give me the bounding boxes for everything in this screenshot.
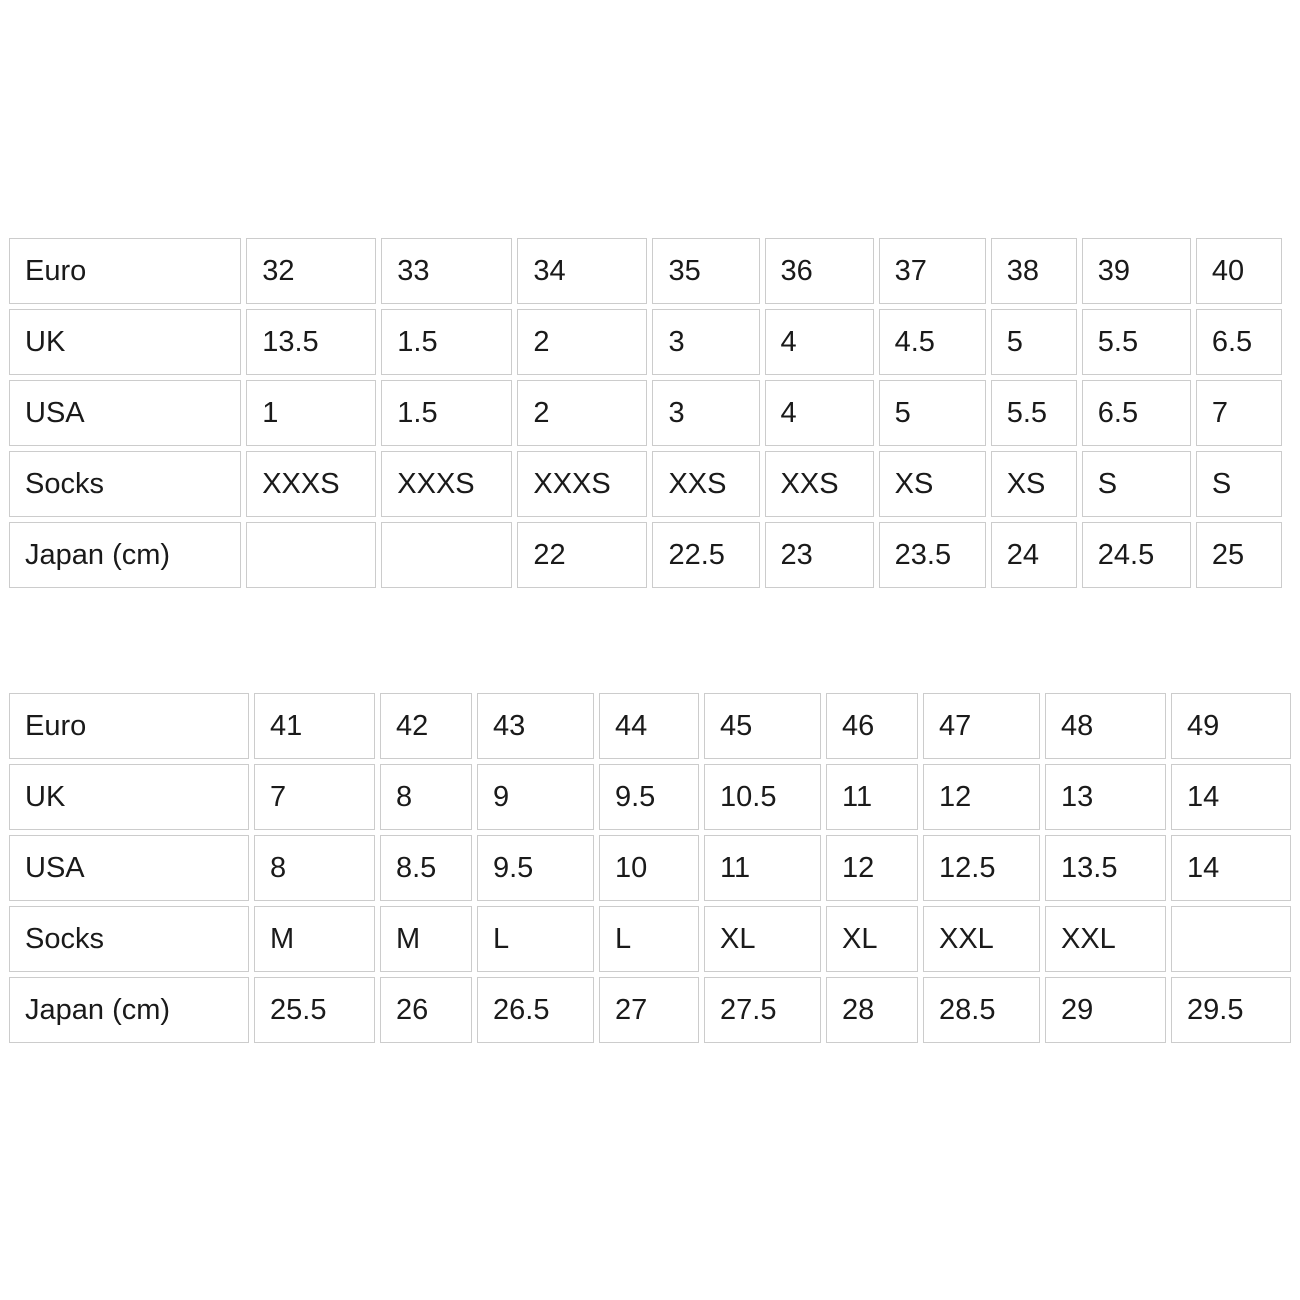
value-cell: 8 <box>254 835 375 901</box>
row-label-cell: Socks <box>9 451 241 517</box>
value-cell: 42 <box>380 693 472 759</box>
value-cell: XS <box>879 451 986 517</box>
row-label-cell: Japan (cm) <box>9 522 241 588</box>
size-table-euro-32-40 <box>4 233 1287 593</box>
row-label-cell: USA <box>9 835 249 901</box>
value-cell: 14 <box>1171 764 1291 830</box>
value-cell <box>246 522 376 588</box>
value-cell: 9.5 <box>477 835 594 901</box>
value-cell: 27.5 <box>704 977 821 1043</box>
table-row <box>9 693 1291 759</box>
value-cell: 3 <box>652 380 759 446</box>
value-cell: 5.5 <box>991 380 1077 446</box>
value-cell: 40 <box>1196 238 1282 304</box>
value-cell: 14 <box>1171 835 1291 901</box>
value-cell: XXS <box>652 451 759 517</box>
value-cell: 44 <box>599 693 699 759</box>
value-cell: 25.5 <box>254 977 375 1043</box>
value-cell: XXXS <box>517 451 647 517</box>
value-cell: 4 <box>765 380 874 446</box>
value-cell: 29.5 <box>1171 977 1291 1043</box>
value-cell: XL <box>826 906 918 972</box>
value-cell: XXXS <box>381 451 512 517</box>
value-cell: 13.5 <box>1045 835 1166 901</box>
table-row <box>9 764 1291 830</box>
value-cell: 9.5 <box>599 764 699 830</box>
row-label-cell: Euro <box>9 693 249 759</box>
value-cell: 24 <box>991 522 1077 588</box>
value-cell: 6.5 <box>1196 309 1282 375</box>
value-cell: 26.5 <box>477 977 594 1043</box>
value-cell: S <box>1196 451 1282 517</box>
value-cell: XL <box>704 906 821 972</box>
table-row <box>9 380 1282 446</box>
value-cell: M <box>380 906 472 972</box>
row-label-cell: USA <box>9 380 241 446</box>
value-cell: 27 <box>599 977 699 1043</box>
row-label-cell: Euro <box>9 238 241 304</box>
row-label-cell: UK <box>9 764 249 830</box>
value-cell: XXL <box>1045 906 1166 972</box>
value-cell <box>381 522 512 588</box>
table-row <box>9 309 1282 375</box>
value-cell: 13 <box>1045 764 1166 830</box>
value-cell: 38 <box>991 238 1077 304</box>
value-cell: L <box>599 906 699 972</box>
value-cell: 24.5 <box>1082 522 1191 588</box>
value-cell: 12.5 <box>923 835 1040 901</box>
value-cell: 22.5 <box>652 522 759 588</box>
value-cell: 1 <box>246 380 376 446</box>
value-cell: 4.5 <box>879 309 986 375</box>
value-cell: 3 <box>652 309 759 375</box>
value-cell: S <box>1082 451 1191 517</box>
value-cell: 45 <box>704 693 821 759</box>
value-cell: 41 <box>254 693 375 759</box>
value-cell: 43 <box>477 693 594 759</box>
value-cell: 26 <box>380 977 472 1043</box>
value-cell: 10.5 <box>704 764 821 830</box>
value-cell: XXS <box>765 451 874 517</box>
value-cell: 23 <box>765 522 874 588</box>
table-row <box>9 522 1282 588</box>
value-cell: 35 <box>652 238 759 304</box>
value-cell: 8.5 <box>380 835 472 901</box>
value-cell: 6.5 <box>1082 380 1191 446</box>
value-cell: XXL <box>923 906 1040 972</box>
value-cell: 25 <box>1196 522 1282 588</box>
value-cell: 33 <box>381 238 512 304</box>
value-cell: 4 <box>765 309 874 375</box>
value-cell: 37 <box>879 238 986 304</box>
value-cell: 49 <box>1171 693 1291 759</box>
value-cell: 12 <box>826 835 918 901</box>
value-cell: 5 <box>879 380 986 446</box>
value-cell <box>1171 906 1291 972</box>
value-cell: 5.5 <box>1082 309 1191 375</box>
value-cell: 1.5 <box>381 309 512 375</box>
table-row <box>9 835 1291 901</box>
value-cell: 13.5 <box>246 309 376 375</box>
value-cell: 36 <box>765 238 874 304</box>
value-cell: 22 <box>517 522 647 588</box>
row-label-cell: UK <box>9 309 241 375</box>
table-row <box>9 977 1291 1043</box>
value-cell: 12 <box>923 764 1040 830</box>
table-row <box>9 906 1291 972</box>
value-cell: 46 <box>826 693 918 759</box>
value-cell: 23.5 <box>879 522 986 588</box>
row-label-cell: Japan (cm) <box>9 977 249 1043</box>
size-table-euro-41-49 <box>4 688 1296 1048</box>
value-cell: 29 <box>1045 977 1166 1043</box>
value-cell: 9 <box>477 764 594 830</box>
table-row <box>9 238 1282 304</box>
value-cell: XS <box>991 451 1077 517</box>
value-cell: 11 <box>704 835 821 901</box>
value-cell: 32 <box>246 238 376 304</box>
value-cell: 48 <box>1045 693 1166 759</box>
value-cell: 28 <box>826 977 918 1043</box>
value-cell: 39 <box>1082 238 1191 304</box>
value-cell: L <box>477 906 594 972</box>
value-cell: 7 <box>1196 380 1282 446</box>
value-cell: 34 <box>517 238 647 304</box>
row-label-cell: Socks <box>9 906 249 972</box>
value-cell: 2 <box>517 380 647 446</box>
table-row <box>9 451 1282 517</box>
value-cell: 7 <box>254 764 375 830</box>
value-cell: 2 <box>517 309 647 375</box>
value-cell: 28.5 <box>923 977 1040 1043</box>
value-cell: 8 <box>380 764 472 830</box>
value-cell: 5 <box>991 309 1077 375</box>
value-cell: XXXS <box>246 451 376 517</box>
value-cell: 47 <box>923 693 1040 759</box>
value-cell: 10 <box>599 835 699 901</box>
value-cell: M <box>254 906 375 972</box>
value-cell: 11 <box>826 764 918 830</box>
value-cell: 1.5 <box>381 380 512 446</box>
